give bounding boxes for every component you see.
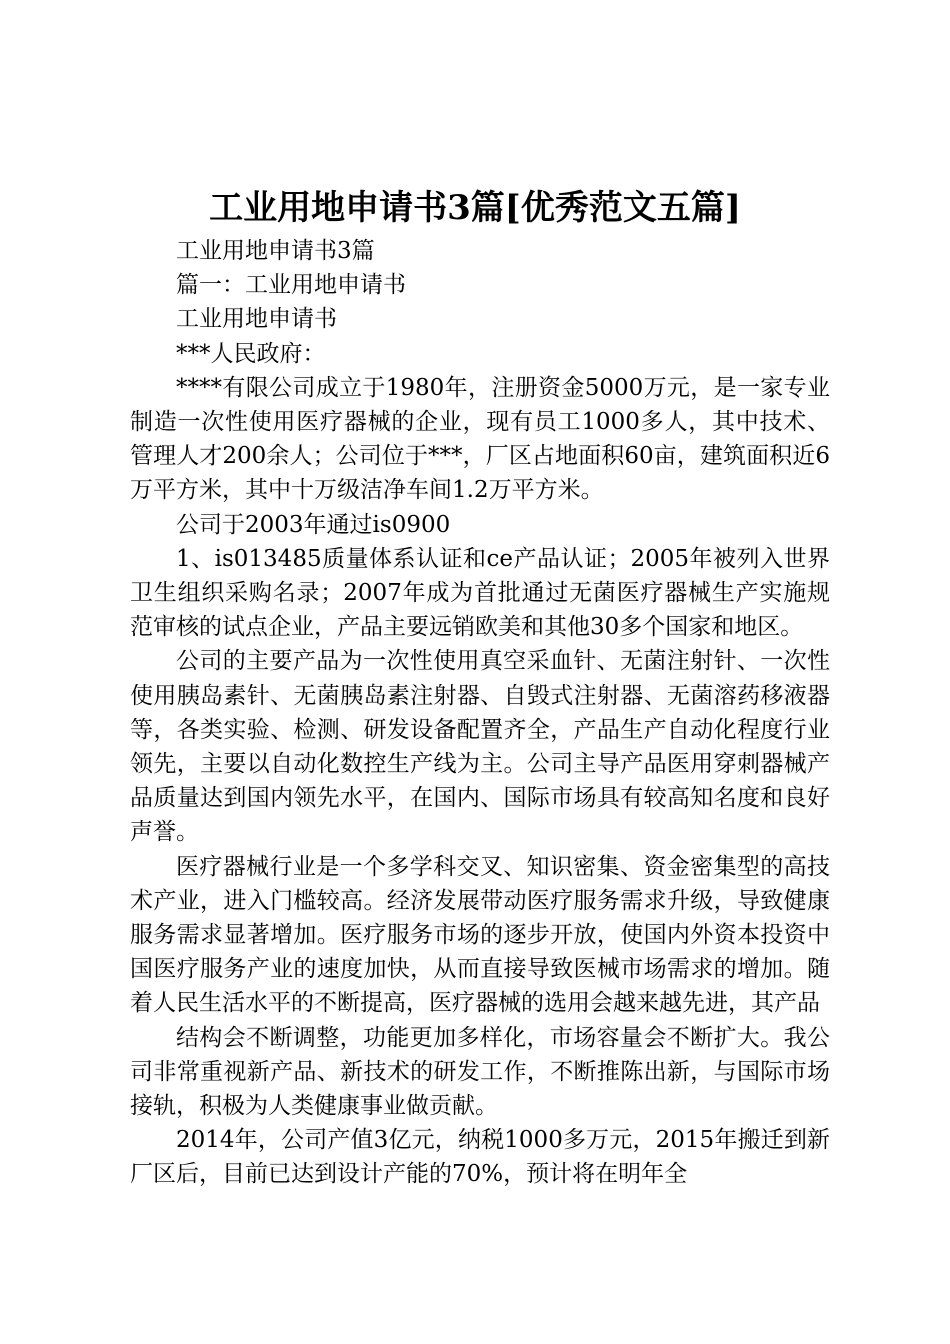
paragraph: 1、is013485质量体系认证和ce产品认证；2005年被列入世界卫生组织采购名录；2007年成为首批通过无菌医疗器械生产实施规范审核的试点企业，产品主要远销欧美和其他30多个国家和地区。 [130, 545, 830, 641]
doc-subtitle: 工业用地申请书3篇 [176, 238, 375, 264]
paragraph: 公司于2003年通过is0900 [176, 511, 451, 538]
section-heading: 篇一：工业用地申请书 [176, 272, 406, 299]
document-title: 工业用地申请书3篇[优秀范文五篇] [209, 188, 741, 228]
paragraph: 2014年，公司产值3亿元，纳税1000多万元，2015年搬迁到新厂区后，目前已达到设计产能的70%，预计将在明年全 [130, 1127, 830, 1188]
letter-title: 工业用地申请书 [176, 306, 337, 333]
paragraph: 公司的主要产品为一次性使用真空采血针、无菌注射针、一次性使用胰岛素针、无菌胰岛素注射器、自毁式注射器、无菌溶药移液器等，各类实验、检测、研发设备配置齐全，产品生产自动化程度行业领先，主要以自动化数控生产线为主。公司主导产品医用穿刺器械产品质量达到国内领先水平，在国内、国际市场具有较高知名度和良好声誉。 [130, 648, 830, 846]
paragraph: 医疗器械行业是一个多学科交叉、知识密集、资金密集型的高技术产业，进入门槛较高。经济发展带动医疗服务需求升级，导致健康服务需求显著增加。医疗服务市场的逐步开放，使国内外资本投资中国医疗服务产业的速度加快，从而直接导致医械市场需求的增加。随着人民生活水平的不断提高，医疗器械的选用会越来越先进，其产品 [130, 853, 830, 1017]
letter-salutation: ***人民政府： [176, 340, 326, 367]
paragraph: 结构会不断调整，功能更加多样化，市场容量会不断扩大。我公司非常重视新产品、新技术的研发工作，不断推陈出新，与国际市场接轨，积极为人类健康事业做贡献。 [130, 1024, 830, 1120]
paragraph: ****有限公司成立于1980年，注册资金5000万元，是一家专业制造一次性使用医疗器械的企业，现有员工1000多人，其中技术、管理人才200余人；公司位于***，厂区占地面积60亩，建筑面积近6万平方米，其中十万级洁净车间1.2万平方米。 [130, 374, 830, 504]
document-body [130, 234, 830, 1192]
